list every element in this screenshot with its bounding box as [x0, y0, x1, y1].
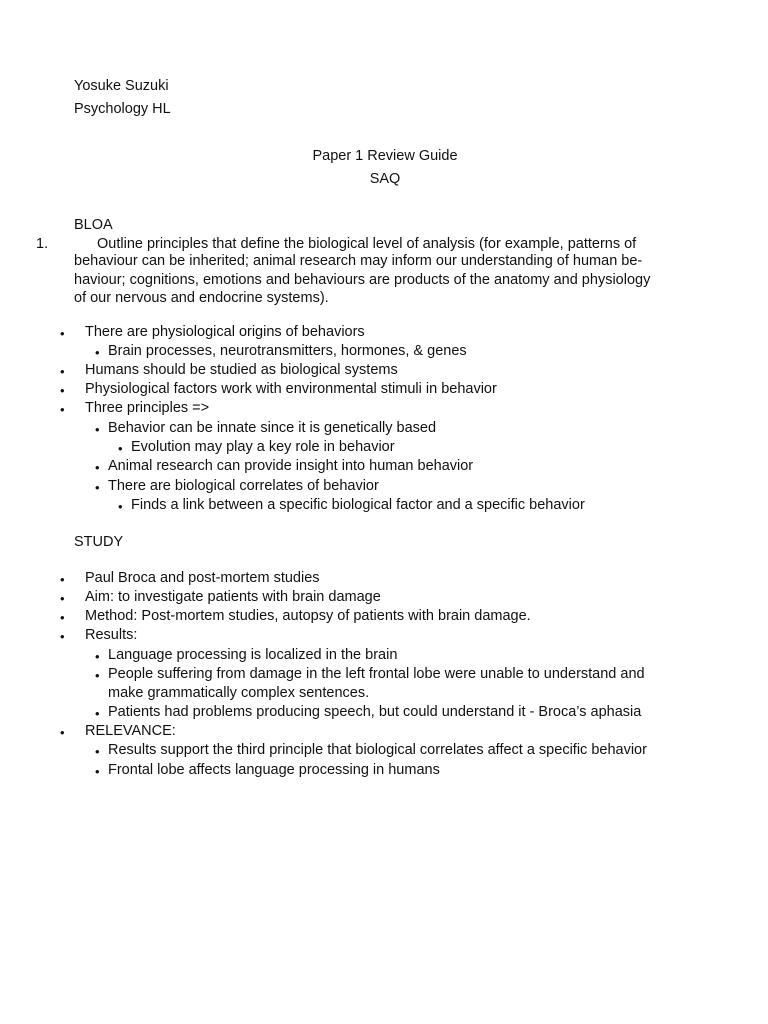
bullet-marker: • [60, 725, 65, 740]
bullet-marker: • [118, 441, 123, 456]
list-item: Frontal lobe affects language processing in humans [108, 762, 440, 778]
question-text-line: haviour; cognitions, emotions and behaviours are products of the anatomy and physiology [74, 272, 651, 288]
bullet-marker: • [95, 345, 100, 360]
question-text-line: behaviour can be inherited; animal research may inform our understanding of human be- [74, 253, 643, 269]
list-item: Results support the third principle that biological correlates affect a specific behavior [108, 742, 647, 758]
bullet-marker: • [60, 572, 65, 587]
list-item: There are biological correlates of behavior [108, 478, 379, 494]
list-item: Results: [85, 627, 138, 643]
author-name: Yosuke Suzuki [74, 78, 169, 94]
bullet-marker: • [95, 668, 100, 683]
section-heading-bloa: BLOA [74, 217, 113, 233]
bullet-marker: • [95, 764, 100, 779]
document-title: Paper 1 Review Guide [312, 148, 458, 164]
bullet-marker: • [95, 422, 100, 437]
question-number: 1. [36, 236, 49, 252]
bullet-marker: • [60, 402, 65, 417]
list-item: Behavior can be innate since it is genetically based [108, 420, 437, 436]
list-item: Evolution may play a key role in behavior [131, 439, 395, 455]
list-item: RELEVANCE: [85, 723, 176, 739]
list-item: Humans should be studied as biological systems [85, 362, 398, 378]
bullet-marker: • [95, 706, 100, 721]
bullet-marker: • [60, 591, 65, 606]
bullet-marker: • [118, 499, 123, 514]
bullet-marker: • [95, 480, 100, 495]
question-text-line: Outline principles that define the biological level of analysis (for example, patterns of [97, 236, 637, 252]
bullet-marker: • [95, 744, 100, 759]
list-item: Language processing is localized in the brain [108, 647, 398, 663]
bullet-marker: • [60, 383, 65, 398]
list-item: Three principles => [85, 400, 210, 416]
list-item: Method: Post-mortem studies, autopsy of patients with brain damage. [85, 608, 531, 624]
list-item: Animal research can provide insight into human behavior [108, 458, 474, 474]
list-item: Brain processes, neurotransmitters, hormones, & genes [108, 343, 467, 359]
list-item: There are physiological origins of behaviors [85, 324, 365, 340]
list-item: Finds a link between a specific biological factor and a specific behavior [131, 497, 585, 513]
document-subtitle: SAQ [369, 171, 401, 187]
list-item: Paul Broca and post-mortem studies [85, 570, 320, 586]
list-item: Physiological factors work with environmental stimuli in behavior [85, 381, 497, 397]
list-item: People suffering from damage in the left frontal lobe were unable to understand and [108, 666, 645, 682]
course-name: Psychology HL [74, 101, 171, 117]
list-item-continuation: make grammatically complex sentences. [108, 685, 370, 701]
bullet-marker: • [60, 364, 65, 379]
bullet-marker: • [60, 610, 65, 625]
bullet-marker: • [60, 326, 65, 341]
bullet-marker: • [60, 629, 65, 644]
bullet-marker: • [95, 649, 100, 664]
bullet-marker: • [95, 460, 100, 475]
question-text-line: of our nervous and endocrine systems). [74, 290, 329, 306]
list-item: Aim: to investigate patients with brain damage [85, 589, 381, 605]
section-heading-study: STUDY [74, 534, 124, 550]
list-item: Patients had problems producing speech, but could understand it - Broca’s aphasia [108, 704, 642, 720]
